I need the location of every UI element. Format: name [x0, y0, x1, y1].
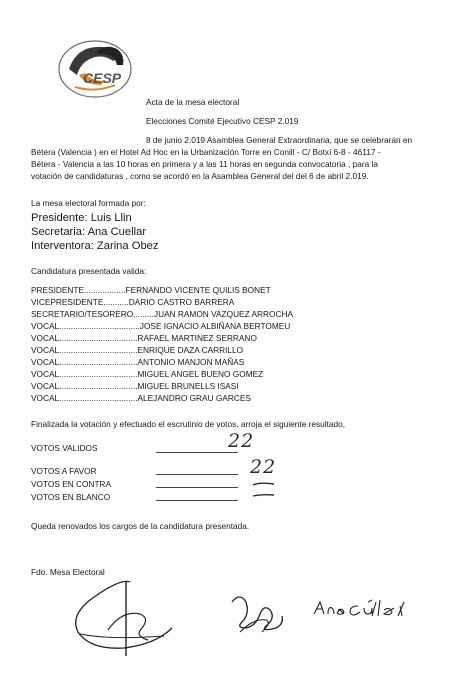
candidate-row: VOCAL..................................ANTONIO MANJON MAÑAS [31, 357, 245, 367]
candidatura-heading: Candidatura presentada valida: [31, 266, 147, 276]
signature-interventora [226, 588, 288, 638]
candidate-row: VOCAL..................................RAFAEL MARTINEZ SERRANO [31, 333, 257, 343]
mesa-presidente: Presidente: Luis Llin [31, 212, 132, 224]
votos-validos-line [156, 452, 238, 453]
signature-secretaria [312, 596, 428, 620]
votos-contra-dash [252, 480, 276, 488]
mesa-heading: La mesa electoral formada por: [31, 198, 146, 208]
signature-presidente [60, 570, 180, 665]
candidate-row: PRESIDENTE..................FERNANDO VICENTE QUILIS BONET [31, 285, 271, 295]
intro-line: Bétera (Valencia ) en el Hotel Ad Hoc en la Urbanización Torre en Conill - C/ Botxí 6-8 - 46117 - [31, 147, 381, 157]
candidate-row: VICEPRESIDENTE...........DARIO CASTRO BARRERA [31, 297, 235, 307]
votos-favor-value: 22 [250, 456, 277, 478]
candidate-row: VOCAL..................................MIGUEL BRUNELLS ISASI [31, 381, 239, 391]
mesa-secretaria: Secretaria: Ana Cuellar [31, 226, 147, 238]
votos-validos-label: VOTOS VALIDOS [31, 443, 98, 453]
votos-contra-line [156, 487, 238, 488]
votos-favor-label: VOTOS A FAVOR [31, 466, 97, 476]
cesp-logo [55, 35, 135, 103]
candidate-row: VOCAL..................................ENRIQUE DAZA CARRILLO [31, 345, 244, 355]
votos-blanco-dash [252, 492, 276, 500]
intro-line: 8 de junio 2.019 Asamblea General Extraordinaria, que se celebrarán en [146, 135, 413, 145]
candidate-row: VOCAL..................................ALEJANDRO GRAU GARCES [31, 393, 251, 403]
votos-validos-value: 22 [228, 430, 255, 452]
resultado-intro: Finalizada la votación y efectuado el escrutinio de votos, arroja el siguiente resultado, [31, 419, 346, 429]
votos-contra-label: VOTOS EN CONTRA [31, 479, 112, 489]
candidate-row: VOCAL..................................MIGUEL ANGEL BUENO GOMEZ [31, 369, 264, 379]
renovados-text: Queda renovados los cargos de la candidatura presentada. [31, 521, 250, 531]
document-title: Acta de la mesa electoral [146, 97, 240, 107]
intro-paragraph [31, 134, 461, 182]
candidate-row: SECRETARIO/TESORERO.........JUAN RAMON VAZQUEZ ARROCHA [31, 309, 293, 319]
mesa-interventora: Interventora: Zarina Obez [31, 240, 159, 252]
document-subtitle: Elecciones Comité Ejecutivo CESP 2.019 [146, 116, 299, 126]
intro-line: Bétera - Valencia a las 10 horas en primera y a las 11 horas en segunda convocatoria , para la [31, 159, 378, 169]
votos-blanco-label: VOTOS EN BLANCO [31, 492, 111, 502]
votos-blanco-line [156, 500, 238, 501]
candidate-row: VOCAL...................................JOSE IGNACIO ALBIÑANA BERTOMEU [31, 321, 291, 331]
svg-text:CESP: CESP [83, 70, 122, 86]
intro-line: votación de candidaturas , como se acordó en la Asamblea General del del 6 de abril 2.019. [31, 171, 369, 181]
votos-favor-line [156, 474, 238, 475]
firma-label: Fdo. Mesa Electoral [31, 567, 105, 577]
